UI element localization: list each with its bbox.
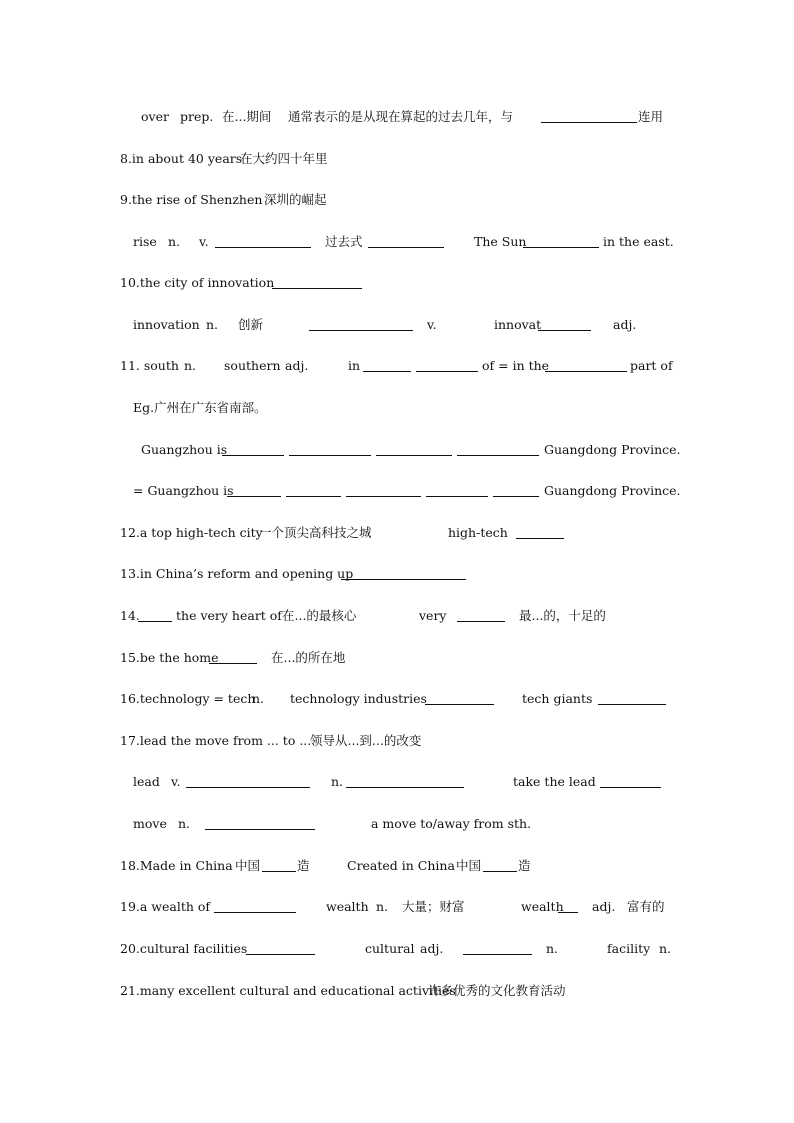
phrase-17: 17.lead the move from ... to ... xyxy=(120,733,312,748)
fill-blank[interactable] xyxy=(227,481,281,497)
meaning-wealthy: 富有的 xyxy=(627,899,665,914)
word-wealth: wealth xyxy=(326,899,369,914)
fill-blank[interactable] xyxy=(483,856,517,872)
phrase-15: 15.be the home xyxy=(120,650,219,665)
sentence-east: in the east. xyxy=(603,234,674,249)
line-innovation xyxy=(0,315,794,335)
line-12 xyxy=(0,523,794,543)
word-in: in xyxy=(348,358,361,373)
word-very: very xyxy=(419,608,447,623)
fill-blank[interactable] xyxy=(523,232,599,248)
meaning-14: 在...的最核心 xyxy=(282,608,357,623)
word-lead: lead xyxy=(133,774,160,789)
fill-blank[interactable] xyxy=(425,689,494,705)
fill-blank[interactable] xyxy=(493,481,539,497)
fill-blank[interactable] xyxy=(209,648,257,664)
fill-blank[interactable] xyxy=(457,606,505,622)
line-21 xyxy=(0,981,794,1001)
fill-blank[interactable] xyxy=(246,939,315,955)
fill-blank[interactable] xyxy=(368,232,444,248)
meaning-very: 最...的，十足的 xyxy=(519,608,606,623)
phrase-created-in-china: Created in China xyxy=(347,858,455,873)
line-8 xyxy=(0,149,794,169)
sentence-sun: The Sun xyxy=(474,234,527,249)
line-19 xyxy=(0,897,794,917)
pos-adj: adj. xyxy=(420,941,444,956)
pos-n: n. xyxy=(206,317,219,332)
fill-blank[interactable] xyxy=(341,564,466,580)
pos-adj: adj. xyxy=(285,358,309,373)
meaning-innovation: 创新 xyxy=(238,317,264,332)
sentence-start: = Guangzhou is xyxy=(133,483,234,498)
pos-prep: prep. xyxy=(180,109,214,124)
meaning-8: 在大约四十年里 xyxy=(240,151,328,166)
pos-n: n. xyxy=(252,691,265,706)
fill-blank[interactable] xyxy=(309,315,413,331)
phrase-14: the very heart of xyxy=(176,608,282,623)
pos-adj: adj. xyxy=(613,317,637,332)
fill-blank[interactable] xyxy=(598,689,666,705)
label-china: 中国 xyxy=(235,858,261,873)
phrase-of-in-the: of = in the xyxy=(482,358,550,373)
word-over: over xyxy=(141,109,169,124)
line-example xyxy=(0,398,794,418)
pos-n: n. xyxy=(376,899,389,914)
phrase-tech-giants: tech giants xyxy=(522,691,593,706)
fill-blank[interactable] xyxy=(138,606,172,622)
fill-blank[interactable] xyxy=(286,481,341,497)
meaning-17: 领导从...到...的改变 xyxy=(310,733,422,748)
fill-blank[interactable] xyxy=(541,107,637,123)
pos-n: n. xyxy=(178,816,191,831)
fill-blank[interactable] xyxy=(545,356,627,372)
meaning-during: 在...期间 xyxy=(222,109,272,124)
pos-n: n. xyxy=(331,774,344,789)
sentence-end: Guangdong Province. xyxy=(544,442,681,457)
fill-blank[interactable] xyxy=(222,440,284,456)
line-16 xyxy=(0,689,794,709)
label-zao: 造 xyxy=(518,858,531,873)
phrase-12: 12.a top high-tech city xyxy=(120,525,263,540)
phrase-10: 10.the city of innovation xyxy=(120,275,275,290)
line-guangzhou-1 xyxy=(0,440,794,460)
phrase-part-of: part of xyxy=(630,358,673,373)
meaning-15: 在...的所在地 xyxy=(271,650,346,665)
fill-blank[interactable] xyxy=(346,481,421,497)
word-southern: southern xyxy=(224,358,281,373)
fill-blank[interactable] xyxy=(215,232,311,248)
phrase-9: 9.the rise of Shenzhen xyxy=(120,192,263,207)
line-13 xyxy=(0,564,794,584)
pos-n: n. xyxy=(184,358,197,373)
phrase-11: 11. south xyxy=(120,358,179,373)
word-high-tech: high-tech xyxy=(448,525,508,540)
line-guangzhou-2 xyxy=(0,481,794,501)
pos-adj: adj. xyxy=(592,899,616,914)
word-innovat: innovat xyxy=(494,317,542,332)
word-facility: facility xyxy=(607,941,651,956)
meaning-9: 深圳的崛起 xyxy=(264,192,327,207)
fill-blank[interactable] xyxy=(457,440,539,456)
line-18 xyxy=(0,856,794,876)
phrase-take-the-lead: take the lead xyxy=(513,774,596,789)
line-lead xyxy=(0,772,794,792)
fill-blank[interactable] xyxy=(416,356,478,372)
fill-blank[interactable] xyxy=(289,440,371,456)
phrase-technology-industries: technology industries xyxy=(290,691,427,706)
fill-blank[interactable] xyxy=(516,523,564,539)
phrase-8: 8.in about 40 years xyxy=(120,151,243,166)
pos-n: n. xyxy=(168,234,181,249)
pos-n: n. xyxy=(659,941,672,956)
pos-v: v. xyxy=(171,774,181,789)
line-17 xyxy=(0,731,794,751)
phrase-19: 19.a wealth of xyxy=(120,899,211,914)
line-10 xyxy=(0,273,794,293)
fill-blank[interactable] xyxy=(558,897,578,913)
phrase-16: 16.technology = tech xyxy=(120,691,256,706)
fill-blank[interactable] xyxy=(214,897,296,913)
meaning-21: 许多优秀的文化教育活动 xyxy=(428,983,566,998)
line-20 xyxy=(0,939,794,959)
line-14 xyxy=(0,606,794,626)
line-rise xyxy=(0,232,794,252)
label-china: 中国 xyxy=(456,858,482,873)
phrase-a-move: a move to/away from sth. xyxy=(371,816,532,831)
word-rise: rise xyxy=(133,234,157,249)
fill-blank[interactable] xyxy=(376,440,452,456)
fill-blank[interactable] xyxy=(426,481,488,497)
fill-blank[interactable] xyxy=(186,772,310,788)
fill-blank[interactable] xyxy=(262,856,296,872)
usage-note-end: 连用 xyxy=(638,109,664,124)
pos-v: v. xyxy=(427,317,437,332)
phrase-made-in-china: 18.Made in China xyxy=(120,858,233,873)
word-innovation: innovation xyxy=(133,317,200,332)
word-wealth-stem: wealth xyxy=(521,899,564,914)
fill-blank[interactable] xyxy=(538,315,591,331)
word-move: move xyxy=(133,816,167,831)
pos-n: n. xyxy=(546,941,559,956)
example-sentence: Eg.广州在广东省南部。 xyxy=(133,400,267,415)
meaning-12: 一个顶尖高科技之城 xyxy=(259,525,372,540)
fill-blank[interactable] xyxy=(463,939,532,955)
fill-blank[interactable] xyxy=(600,772,661,788)
line-9 xyxy=(0,190,794,210)
phrase-21: 21.many excellent cultural and educational activities xyxy=(120,983,456,998)
label-past: 过去式 xyxy=(325,234,363,249)
line-over xyxy=(0,107,794,127)
usage-note: 通常表示的是从现在算起的过去几年，与 xyxy=(288,109,514,124)
fill-blank[interactable] xyxy=(363,356,411,372)
line-11 xyxy=(0,356,794,376)
line-move xyxy=(0,814,794,834)
line-15 xyxy=(0,648,794,668)
meaning-wealth: 大量；财富 xyxy=(402,899,465,914)
phrase-20: 20.cultural facilities xyxy=(120,941,248,956)
pos-v: v. xyxy=(199,234,209,249)
sentence-end: Guangdong Province. xyxy=(544,483,681,498)
sentence-start: Guangzhou is xyxy=(141,442,228,457)
phrase-13: 13.in China’s reform and opening up xyxy=(120,566,354,581)
fill-blank[interactable] xyxy=(272,273,362,289)
fill-blank[interactable] xyxy=(205,814,315,830)
fill-blank[interactable] xyxy=(346,772,464,788)
label-zao: 造 xyxy=(297,858,310,873)
number-14: 14. xyxy=(120,608,140,623)
word-cultural: cultural xyxy=(365,941,415,956)
